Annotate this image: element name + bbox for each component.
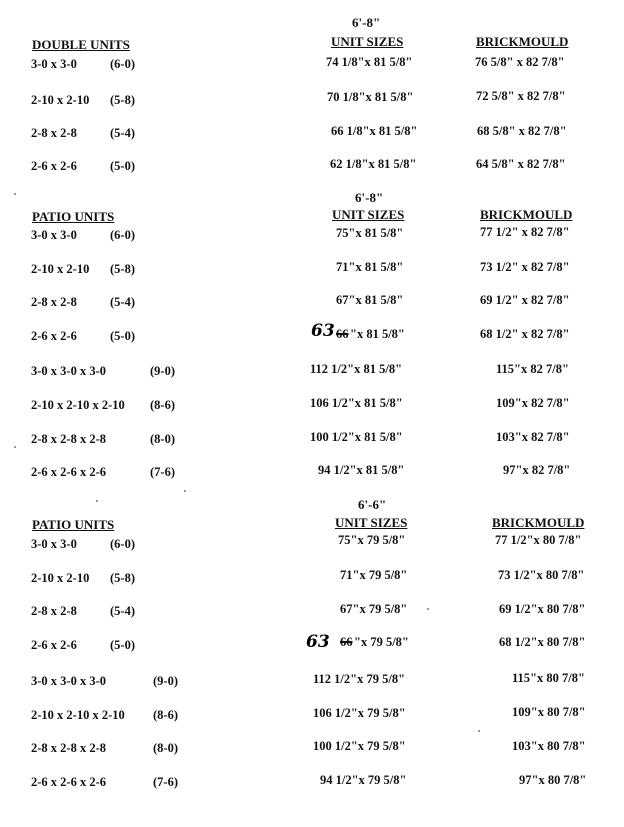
row-unit-size: 66 1/8"x 81 5/8" <box>331 124 418 138</box>
scan-speck <box>96 500 98 502</box>
row-code: (9-0) <box>150 364 175 378</box>
row-code: (8-0) <box>150 432 175 446</box>
row-unit-size: 62 1/8"x 81 5/8" <box>330 157 417 171</box>
scan-speck <box>14 446 16 448</box>
struck-out-value: 66 <box>336 327 349 341</box>
row-size: 2-6 x 2-6 <box>31 159 77 173</box>
section-2-height-label: 6'-8" <box>355 190 384 205</box>
row-unit-size: 67"x 81 5/8" <box>336 293 404 307</box>
row-size: 2-6 x 2-6 x 2-6 <box>31 775 106 789</box>
row-size: 2-6 x 2-6 <box>31 329 77 343</box>
row-code: (5-8) <box>110 571 135 585</box>
row-brickmould: 115"x 82 7/8" <box>496 362 569 376</box>
row-unit-size: 106 1/2"x 81 5/8" <box>310 396 403 410</box>
row-size: 2-8 x 2-8 <box>31 604 77 618</box>
row-unit-size: 71"x 81 5/8" <box>336 260 404 274</box>
scan-speck <box>184 490 186 492</box>
row-size: 2-10 x 2-10 x 2-10 <box>31 398 125 412</box>
row-unit-size: "x 79 5/8" <box>354 635 409 649</box>
row-brickmould: 76 5/8" x 82 7/8" <box>475 55 565 69</box>
row-brickmould: 73 1/2"x 80 7/8" <box>498 568 585 582</box>
row-code: (5-0) <box>110 159 135 173</box>
row-unit-size: 75"x 79 5/8" <box>338 533 406 547</box>
row-code: (5-0) <box>110 638 135 652</box>
row-brickmould: 77 1/2"x 80 7/8" <box>495 533 582 547</box>
row-brickmould: 109"x 80 7/8" <box>512 705 586 719</box>
row-size: 2-6 x 2-6 <box>31 638 77 652</box>
row-code: (5-4) <box>110 604 135 618</box>
row-unit-size: 94 1/2"x 79 5/8" <box>320 773 407 787</box>
row-brickmould: 72 5/8" x 82 7/8" <box>476 89 566 103</box>
section-1-unit-sizes-header: UNIT SIZES <box>331 34 404 49</box>
row-size: 2-10 x 2-10 <box>31 571 90 585</box>
row-code: (5-4) <box>110 295 135 309</box>
row-brickmould: 69 1/2" x 82 7/8" <box>480 293 570 307</box>
row-size: 2-8 x 2-8 x 2-8 <box>31 432 106 446</box>
row-size: 2-6 x 2-6 x 2-6 <box>31 465 106 479</box>
row-brickmould: 103"x 80 7/8" <box>512 739 586 753</box>
section-3-height-label: 6'-6" <box>358 497 387 512</box>
row-code: (8-6) <box>150 398 175 412</box>
row-code: (7-6) <box>153 775 178 789</box>
row-code: (8-6) <box>153 708 178 722</box>
row-unit-size: 94 1/2"x 81 5/8" <box>318 463 405 477</box>
row-unit-size: 100 1/2"x 81 5/8" <box>310 430 403 444</box>
row-unit-size: 112 1/2"x 79 5/8" <box>313 672 406 686</box>
row-unit-size: 71"x 79 5/8" <box>340 568 408 582</box>
scan-speck <box>14 193 16 195</box>
row-size: 3-0 x 3-0 <box>31 57 77 71</box>
row-code: (9-0) <box>153 674 178 688</box>
row-size: 2-8 x 2-8 x 2-8 <box>31 741 106 755</box>
row-size: 2-10 x 2-10 x 2-10 <box>31 708 125 722</box>
row-code: (6-0) <box>110 228 135 242</box>
scan-speck <box>427 608 429 610</box>
row-size: 2-10 x 2-10 <box>31 262 90 276</box>
row-brickmould: 68 1/2" x 82 7/8" <box>480 327 570 341</box>
row-brickmould: 115"x 80 7/8" <box>512 671 585 685</box>
row-size: 3-0 x 3-0 x 3-0 <box>31 364 106 378</box>
row-code: (5-0) <box>110 329 135 343</box>
row-brickmould: 97"x 80 7/8" <box>519 773 587 787</box>
row-size: 3-0 x 3-0 <box>31 228 77 242</box>
row-brickmould: 64 5/8" x 82 7/8" <box>476 157 566 171</box>
section-2-brickmould-header: BRICKMOULD <box>480 207 573 222</box>
handwritten-correction: 63 <box>306 632 330 652</box>
row-code: (6-0) <box>110 537 135 551</box>
row-brickmould: 77 1/2" x 82 7/8" <box>480 225 570 239</box>
row-brickmould: 69 1/2"x 80 7/8" <box>499 602 586 616</box>
row-size: 3-0 x 3-0 <box>31 537 77 551</box>
row-size: 2-8 x 2-8 <box>31 126 77 140</box>
row-brickmould: 68 1/2"x 80 7/8" <box>499 635 586 649</box>
handwritten-correction: 63 <box>311 321 335 341</box>
row-code: (7-6) <box>150 465 175 479</box>
section-1-height-label: 6'-8" <box>352 15 381 30</box>
row-unit-size: 112 1/2"x 81 5/8" <box>310 362 403 376</box>
row-unit-size: 106 1/2"x 79 5/8" <box>313 706 406 720</box>
section-3-unit-sizes-header: UNIT SIZES <box>335 515 408 530</box>
row-brickmould: 73 1/2" x 82 7/8" <box>480 260 570 274</box>
row-unit-size: 67"x 79 5/8" <box>340 602 408 616</box>
row-size: 3-0 x 3-0 x 3-0 <box>31 674 106 688</box>
row-size: 2-8 x 2-8 <box>31 295 77 309</box>
section-3-brickmould-header: BRICKMOULD <box>492 515 585 530</box>
row-unit-size: 100 1/2"x 79 5/8" <box>313 739 406 753</box>
row-brickmould: 109"x 82 7/8" <box>496 396 570 410</box>
row-code: (8-0) <box>153 741 178 755</box>
struck-out-value: 66 <box>340 635 353 649</box>
section-3-title: PATIO UNITS <box>32 517 115 532</box>
scan-speck <box>478 730 480 732</box>
section-2-title: PATIO UNITS <box>32 209 115 224</box>
row-brickmould: 97"x 82 7/8" <box>503 463 571 477</box>
row-code: (5-8) <box>110 262 135 276</box>
row-unit-size: 75"x 81 5/8" <box>336 226 404 240</box>
section-1-brickmould-header: BRICKMOULD <box>476 34 569 49</box>
section-2-unit-sizes-header: UNIT SIZES <box>332 207 405 222</box>
row-code: (6-0) <box>110 57 135 71</box>
row-size: 2-10 x 2-10 <box>31 93 90 107</box>
row-brickmould: 68 5/8" x 82 7/8" <box>477 124 567 138</box>
row-code: (5-4) <box>110 126 135 140</box>
row-unit-size: 70 1/8"x 81 5/8" <box>327 90 414 104</box>
row-unit-size: 74 1/8"x 81 5/8" <box>326 55 413 69</box>
row-brickmould: 103"x 82 7/8" <box>496 430 570 444</box>
row-code: (5-8) <box>110 93 135 107</box>
section-1-title: DOUBLE UNITS <box>32 37 130 52</box>
row-unit-size: "x 81 5/8" <box>350 327 405 341</box>
